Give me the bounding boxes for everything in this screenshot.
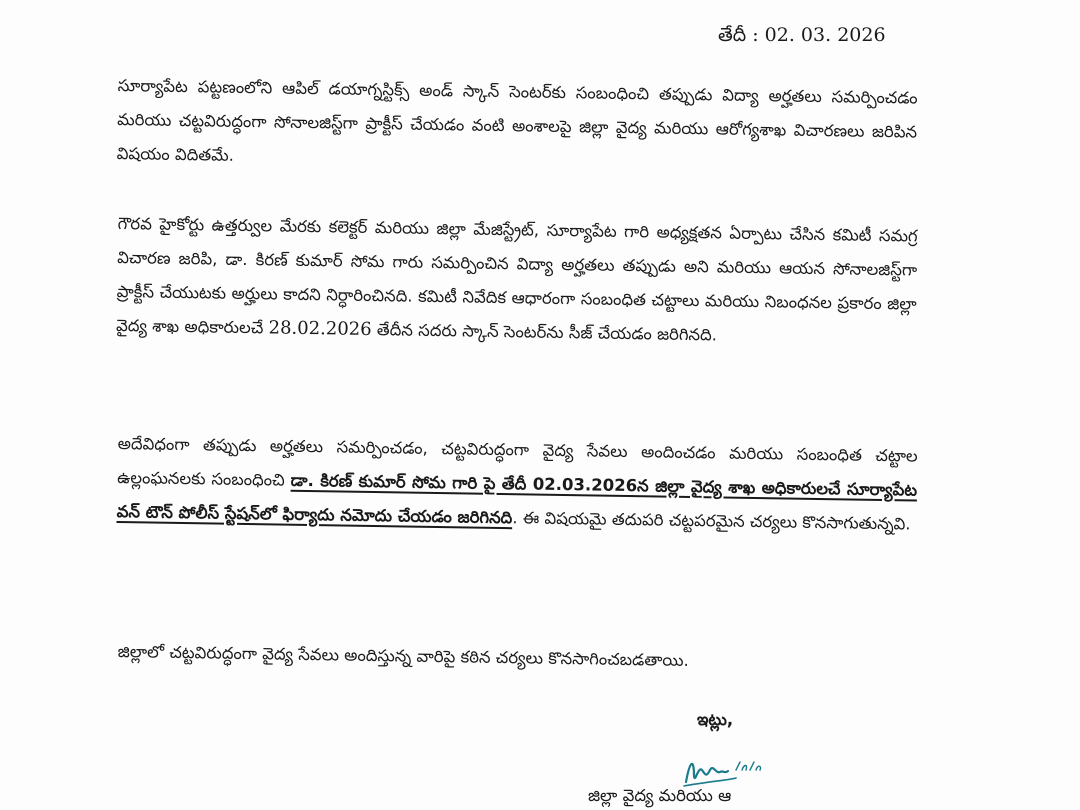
seizure-date: 28.02.2026 <box>268 316 372 340</box>
paragraph-warning-text: జిల్లాలో చట్టవిరుద్ధంగా వైద్య సేవలు అందిస్తున్న వారిపై కఠిన చర్యలు కొనసాగించబడతాయి. <box>117 641 689 670</box>
paragraph-committee-text-end: తేదీన సదరు స్కాన్ సెంటర్‌ను సీజ్ చేయడం జరిగినది. <box>376 319 718 344</box>
paragraph-warning <box>117 635 917 682</box>
document-date: తేదీ : 02. 03. 2026 <box>718 24 886 46</box>
paragraph-inspection-text: సూర్యాపేట పట్టణంలోని ఆపిల్ డయాగ్నస్టిక్స్ అండ్ స్కాన్ సెంటర్‌కు సంబంధించి తప్పుడు విద్యా అర్హతలు సమర్పించడం మరియు చట్టవిరుద్ధంగా సోనాలజిస్ట్‌గా ప్రాక్టీస్ చేయడం వంటి అంశాలపై జిల్లా వైద్య మరియు ఆరోగ్యశాఖ విచారణలు జరిపిన విషయం విదితమే. <box>116 75 918 165</box>
paragraph-complaint <box>116 427 918 542</box>
paragraph-complaint-text: అదేవిధంగా తప్పుడు అర్హతలు సమర్పించడం, చట్టవిరుద్ధంగా వైద్య సేవలు అందించడం మరియు సంబంధిత చట్టాల ఉల్లంఘనలకు సంబంధించి <box>117 433 918 490</box>
closing-regards: ఇట్లు, <box>697 710 734 729</box>
complaint-underlined-text: డా. కిరణ్ కుమార్ సోమ గారి పై తేదీ 02.03.2026న జిల్లా వైద్య శాఖ అధికారులచే సూర్యాపేట వన్ టౌన్ పోలీస్ స్టేషన్‌లో ఫిర్యాదు నమోదు చేయడం జరిగినది <box>116 470 918 527</box>
signatory-designation: జిల్లా వైద్య మరియు ఆ <box>588 786 732 805</box>
paragraph-complaint-text-end: . ఈ విషయమై తదుపరి చట్టపరమైన చర్యలు కొనసాగుతున్నవి. <box>512 507 911 533</box>
paragraph-inspection <box>116 69 918 184</box>
paragraph-committee-text: గౌరవ హైకోర్టు ఉత్తర్వుల మేరకు కలెక్టర్ మరియు జిల్లా మేజిస్ట్రేట్, సూర్యాపేట గారి అధ్యక్షతన ఏర్పాటు చేసిన కమిటీ సమగ్ర విచారణ జరిపి, డా. కిరణ్ కుమార్ సోమ గారు సమర్పించిన విద్యా అర్హతలు తప్పుడు అని మరియు ఆయన సోనాలజిస్ట్‌గా ప్రాక్టీస్ చేయుటకు అర్హులు కాదని నిర్ధారించినది. కమిటీ నివేదిక ఆధారంగా సంబంధిత చట్టాలు మరియు నిబంధనల ప్రకారం జిల్లా వైద్య శాఖ అధికారులచే <box>115 213 918 337</box>
paragraph-committee-findings <box>116 207 918 356</box>
